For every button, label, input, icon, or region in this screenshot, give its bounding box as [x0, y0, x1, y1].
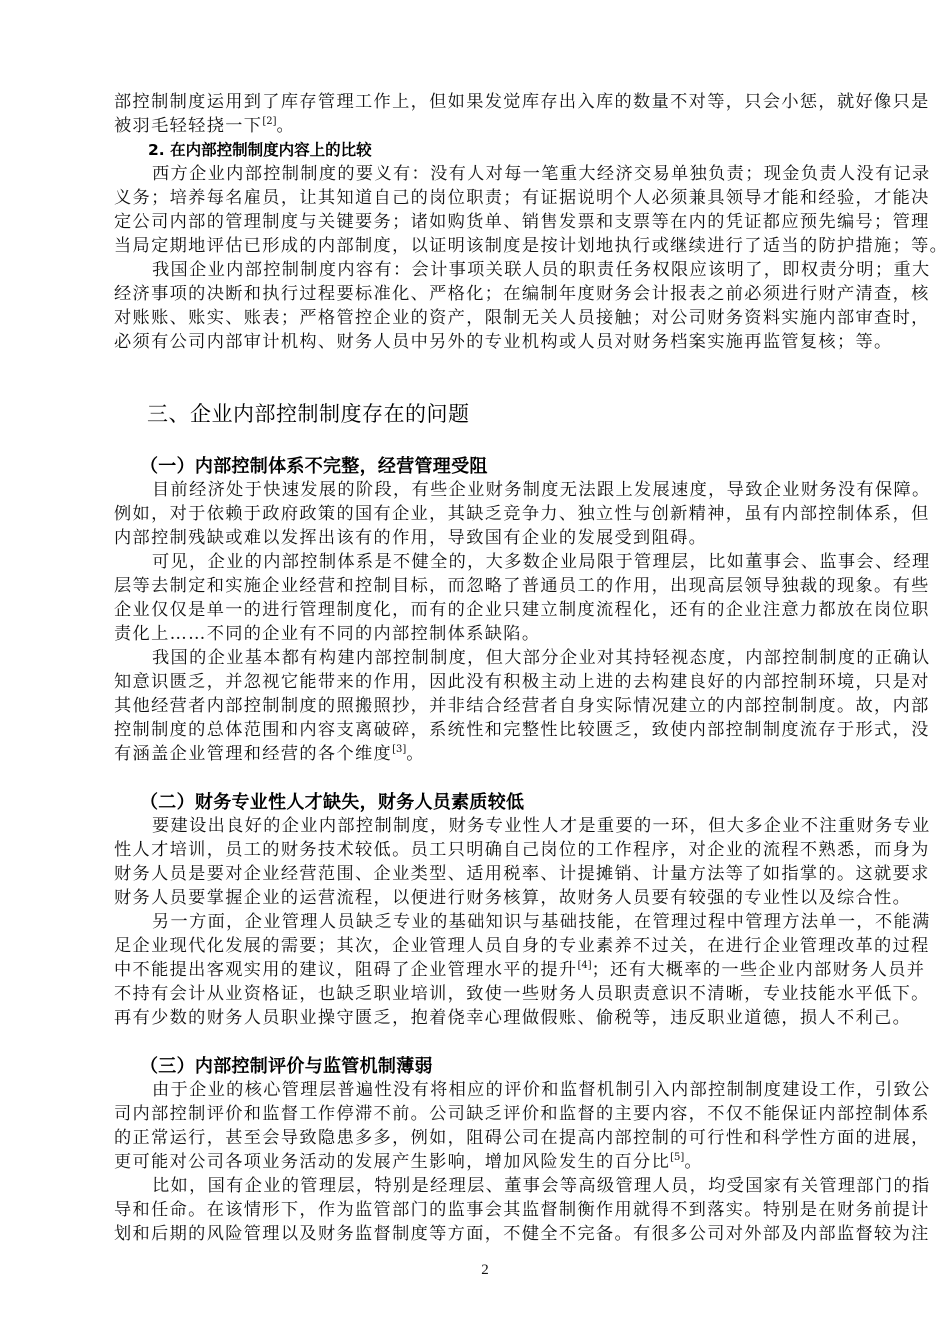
subsection-heading: （三）内部控制评价与监管机制薄弱 — [140, 1056, 433, 1077]
page-number: 2 — [481, 1262, 489, 1278]
body-line: 再有少数的财务人员职业操守匮乏，抱着侥幸心理做假账、偷税等，违反职业道德，损人不利己。 — [114, 1008, 912, 1028]
body-line: 性人才培训，员工的财务技术较低。员工只明确自己岗位的工作程序，对企业的流程不熟悉，而身为 — [114, 840, 930, 860]
citation-ref: [3] — [392, 744, 407, 755]
body-line: 经济事项的决断和执行过程要标准化、严格化；在编制年度财务会计报表之前必须进行财产清查，核 — [114, 284, 930, 304]
body-line: 内部控制残缺或难以发挥出该有的作用，导致国有企业的发展受到阻碍。 — [114, 528, 708, 548]
body-line: 的正常运行，甚至会导致隐患多多，例如，阻碍公司在提高内部控制的可行性和科学性方面的进展， — [114, 1128, 930, 1148]
body-line: 由于企业的核心管理层普遍性没有将相应的评价和监督机制引入内部控制制度建设工作，引致公 — [152, 1080, 931, 1100]
body-line: 对账账、账实、账表；严格管控企业的资产，限制无关人员接触；对公司财务资料实施内部审查时， — [114, 308, 930, 328]
body-line: 控制制度的总体范围和内容支离破碎，系统性和完整性比较匮乏，致使内部控制制度流存于形式，没 — [114, 720, 930, 740]
subsection-heading: 2. 在内部控制制度内容上的比较 — [148, 141, 372, 159]
citation-ref: [5] — [670, 1152, 685, 1163]
body-line: 导和任命。在该情形下，作为监管部门的监事会其监督制衡作用就得不到落实。特别是在财务前提计 — [114, 1200, 930, 1220]
section-heading: 三、企业内部控制制度存在的问题 — [147, 402, 470, 426]
body-line: 可见，企业的内部控制体系是不健全的，大多数企业局限于管理层，比如董事会、监事会、经理 — [152, 552, 931, 572]
body-text: 中不能提出客观实用的建议，阻碍了企业管理水平的提升 — [114, 960, 578, 980]
body-line: 财务人员是要对企业经营范围、企业类型、适用税率、计提摊销、计量方法等了如指掌的。这就要求 — [114, 864, 930, 884]
body-text: 有涵盖企业管理和经营的各个维度 — [114, 744, 393, 764]
body-line: 义务；培养每名雇员，让其知道自己的岗位职责；有证据说明个人必须兼具领导才能和经验，才能决 — [114, 188, 930, 208]
body-line: 司内部控制评价和监督工作停滞不前。公司缺乏评价和监督的主要内容，不仅不能保证内部控制体系 — [114, 1104, 930, 1124]
body-line: 当局定期地评估已形成的内部制度，以证明该制度是按计划地执行或继续进行了适当的防护措施；等。 — [114, 236, 949, 256]
body-line: 要建设出良好的企业内部控制制度，财务专业性人才是重要的一环，但大多企业不注重财务专业 — [152, 816, 931, 836]
body-line: 不持有会计从业资格证，也缺乏职业培训，致使一些财务人员职责意识不清晰，专业技能水平低下。 — [114, 984, 930, 1004]
body-line: 足企业现代化发展的需要；其次，企业管理人员自身的专业素养不过关，在进行企业管理改革的过程 — [114, 936, 930, 956]
body-line: 部控制制度运用到了库存管理工作上，但如果发觉库存出入库的数量不对等，只会小惩，就好像只是 — [114, 92, 930, 112]
body-line: 责化上……不同的企业有不同的内部控制体系缺陷。 — [114, 624, 541, 644]
body-line: 企业仅仅是单一的进行管理制度化，而有的企业只建立制度流程化，还有的企业注意力都放在岗位职 — [114, 600, 930, 620]
body-text: 。 — [684, 1152, 703, 1172]
body-line: 我国的企业基本都有构建内部控制制度，但大部分企业对其持轻视态度，内部控制制度的正确认 — [152, 648, 931, 668]
citation-ref: [2] — [262, 116, 277, 127]
body-text: 更可能对公司各项业务活动的发展产生影响，增加风险发生的百分比 — [114, 1152, 671, 1172]
body-line — [114, 114, 858, 138]
body-line — [114, 742, 858, 766]
body-line: 财务人员要掌握企业的运营流程，以便进行财务核算，故财务人员要有较强的专业性以及综合性。 — [114, 888, 912, 908]
body-line: 比如，国有企业的管理层，特别是经理层、董事会等高级管理人员，均受国家有关管理部门的指 — [152, 1176, 931, 1196]
body-line: 知意识匮乏，并忽视它能带来的作用，因此没有积极主动上进的去构建良好的内部控制环境，只是对 — [114, 672, 930, 692]
body-line: 西方企业内部控制制度的要义有：没有人对每一笔重大经济交易单独负责；现金负责人没有记录 — [152, 164, 931, 184]
subsection-heading: （一）内部控制体系不完整，经营管理受阻 — [140, 456, 488, 477]
body-line: 目前经济处于快速发展的阶段，有些企业财务制度无法跟上发展速度，导致企业财务没有保障。 — [152, 480, 931, 500]
body-line: 划和后期的风险管理以及财务监督制度等方面，不健全不完备。有很多公司对外部及内部监督较为注 — [114, 1224, 930, 1244]
body-text: 。 — [276, 116, 296, 136]
body-line: 我国企业内部控制制度内容有：会计事项关联人员的职责任务权限应该明了，即权责分明；重大 — [152, 260, 931, 280]
body-line: 必须有公司内部审计机构、财务人员中另外的专业机构或人员对财务档案实施再监管复核；等。 — [114, 332, 893, 352]
body-line: 层等去制定和实施企业经营和控制目标，而忽略了普通员工的作用，出现高层领导独裁的现象。有些 — [114, 576, 930, 596]
body-line — [114, 958, 926, 982]
body-line: 例如，对于依赖于政府政策的国有企业，其缺乏竞争力、独立性与创新精神，虽有内部控制体系，但 — [114, 504, 930, 524]
body-text: ；还有大概率的一些企业内部财务人员并 — [591, 960, 926, 980]
body-text: 。 — [406, 744, 425, 764]
body-line — [114, 1150, 858, 1174]
body-line: 另一方面，企业管理人员缺乏专业的基础知识与基础技能，在管理过程中管理方法单一，不能满 — [152, 912, 931, 932]
body-text: 被羽毛轻轻挠一下 — [114, 116, 263, 136]
body-line: 其他经营者内部控制制度的照搬照抄，并非结合经营者自身实际情况建立的内部控制制度。故，内部 — [114, 696, 930, 716]
citation-ref: [4] — [577, 960, 592, 971]
body-line: 定公司内部的管理制度与关键要务；诸如购货单、销售发票和支票等在内的凭证都应预先编号；管理 — [114, 212, 930, 232]
subsection-heading: （二）财务专业性人才缺失，财务人员素质较低 — [140, 792, 525, 813]
